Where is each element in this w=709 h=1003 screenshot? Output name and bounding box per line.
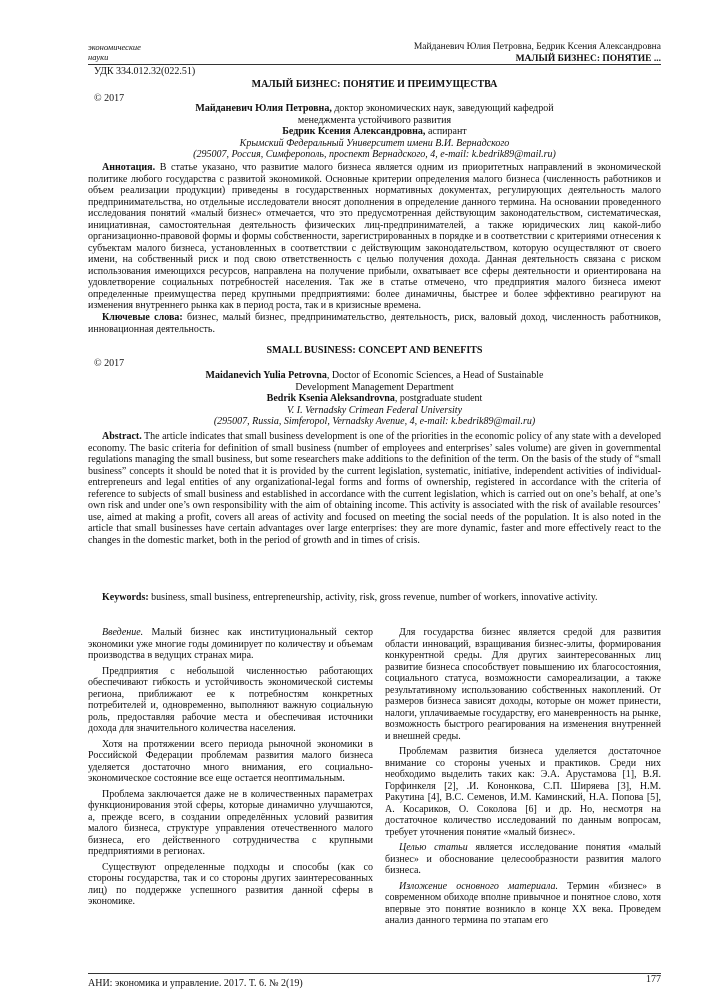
ru-author1-name: Майданевич Юлия Петровна, [195, 103, 332, 114]
en-author1-name: Maidanevich Yulia Petrovna [205, 370, 327, 381]
ru-keywords-text: бизнес, малый бизнес, предпринимательство, деятельность, риск, валовый доход, численность работников, инновационная деятельность. [88, 312, 661, 335]
body-paragraph [385, 842, 661, 877]
ru-author1-desc: доктор экономических наук, заведующий кафедрой [331, 103, 554, 114]
ru-address: (295007, Россия, Симферополь, проспект Вернадского, 4, e-mail: k.bedrik89@mail.ru) [193, 149, 556, 160]
en-author2-desc: , postgraduate student [394, 393, 483, 404]
en-author1-desc: , Doctor of Economic Sciences, a Head of Sustainable [326, 370, 544, 381]
paragraph-text: Для государства бизнес является средой для развития области инноваций, взращивания бизнес-элиты, формирования конкурентной среды. Для других заинтересованных лиц развитие бизнеса способствует повышению их благосостояния, социального статуса, возможности самореализации, а также результативному использованию собственных накоплений. От размеров бизнеса зависят доходы, которые он может принести, налоги, уплачиваемые государству, его маневренность на рынке, возможность быстрого реагирования на изменения внутренней и внешней среды. [385, 627, 661, 742]
en-affiliation: V. I. Vernadsky Crimean Federal University [286, 404, 463, 416]
ru-keywords-label: Ключевые слова: [102, 312, 183, 323]
paragraph-lead: Изложение основного материала. [399, 880, 558, 892]
ru-abstract [88, 162, 661, 312]
paragraph-text: Проблема заключается даже не в количественных параметрах функционирования этой сферы, которые динамично улучшаются, а, прежде всего, в создании определённых условий развития малого бизнеса, структуре управления отечественного малого бизнеса, его действенного сотрудничества с крупными предприятиями в регионах. [88, 788, 373, 857]
page-number: 177 [646, 974, 661, 985]
en-abstract-text: The article indicates that small business development is one of the priorities in the economic policy of any state with a developed economy. The basic criteria for definition of small business (number of employees and enterprises’ sales volume) are given in governmental regulations managing the small business, but some researchers make additions to the definition of the term. On the basis of the study of “small business” concepts it should be noted that it is provided by the current legislation, systematic, initiative, independent activities of individual-entrepreneurs and legal entities of any organizational-legal forms and forms of ownership, registered in accordance with the criteria of reference to subjects of small business and established in accordance with the current legislation, which is carried out on one’s behalf, at one’s own risk and under one’s own responsibility with the aim of obtaining income. This activity is associated with the risk of available resources’ use, aimed at making a profit, covers all areas of activity and focused on meeting the social needs of the population. It is also noted in the article that small businesses have certain advantages over large enterprises: they are more dynamic, faster and more effectively react to the changes in the domestic market, both in the period of growth and in times of crisis. [88, 431, 661, 546]
ru-abstract-text: В статье указано, что развитие малого бизнеса является одним из приоритетных направлений в экономической политике любого государства с развитой экономикой. Основные критерии определения малого бизнеса (численность работников и объем реализации продукции) приведены в государственных нормативных документах, регулирующих деятельность малого предпринимательства, но отдельные исследователи вносят дополнения в определение данного термина. На основании проведенного исследования понятий «малый бизнес» отмечается, что это предусмотренная действующим законодательством, систематическая, инициативная, самостоятельная деятельность физических лиц-предпринимателей, а также юридических лиц какой-либо организационно-правовой формы и формы собственности, зарегистрированных в порядке и в соответствии с критериями отнесения к субъектам малого бизнеса, установленных в соответствии с действующим законодательством, которую осуществляют от своего имени, на собственный риск и под свою ответственность с целью получения дохода. Данная деятельность связана с риском использования имеющихся ресурсов, направлена на получение прибыли, охватывает все сферы деятельности и ориентирована на удовлетворение социальных потребностей населения. Так же в статье отмечено, что предприятия малого бизнеса имеют определенные преимущества перед крупными предприятиями: более динамичны, быстрее и более эффективно реагируют на изменения внутреннего рынка как в период роста, так и в кризисные времена. [88, 162, 661, 311]
en-abstract-label: Abstract. [102, 431, 142, 442]
en-author2-name: Bedrik Ksenia Aleksandrovna [266, 393, 395, 404]
header-authors: Майданевич Юлия Петровна, Бедрик Ксения Александровна [413, 42, 661, 52]
en-authors [88, 370, 661, 428]
footer-rule [88, 973, 661, 974]
en-address: (295007, Russia, Simferopol, Vernadsky Avenue, 4, e-mail: k.bedrik89@mail.ru) [213, 416, 536, 427]
en-keywords [88, 592, 661, 604]
ru-author1-desc2: менеджмента устойчивого развития [297, 114, 452, 126]
body-paragraph [385, 746, 661, 838]
paragraph-lead: Введение. [102, 627, 144, 638]
body-paragraph [88, 789, 373, 858]
running-header-left [88, 42, 141, 62]
paragraph-text: Существуют определенные подходы и способы (как со стороны государства, так и со стороны других заинтересованных лиц) по поддержке успешного развития данной сферы в экономике. [88, 861, 373, 907]
en-abstract [88, 431, 661, 546]
paragraph-text: Хотя на протяжении всего периода рыночной экономики в Российской Федерации проблемам развития малого бизнеса уделяется достаточно много внимания, его социально-экономическое состояние все еще остается неоптимальным. [88, 738, 373, 784]
body-paragraph [88, 627, 373, 662]
running-header-right [414, 41, 661, 65]
paragraph-lead: Целью статьи [399, 842, 468, 853]
paragraph-text: является исследование понятия «малый бизнес» и обоснование целесообразности развития малого бизнеса. [385, 842, 661, 876]
header-section-line2: науки [88, 52, 109, 62]
body-column-left [88, 627, 373, 912]
ru-affiliation: Крымский Федеральный Университет имени В.И. Вернадского [239, 137, 510, 149]
udk-code: УДК 334.012.32(022.51) [94, 66, 196, 77]
ru-author2-name: Бедрик Ксения Александровна, [282, 126, 426, 137]
body-paragraph [385, 627, 661, 742]
body-paragraph [88, 666, 373, 735]
ru-abstract-label: Аннотация. [102, 162, 156, 173]
ru-author2-desc: аспирант [425, 126, 467, 137]
ru-copyright: © 2017 [94, 93, 125, 104]
en-copyright: © 2017 [94, 358, 125, 369]
paragraph-text: Термин «бизнес» в современном обиходе вполне привычное и понятное слово, хотя впервые это понятие возникло в конце XX века. Проведем анализ данного термина по этапам его [385, 880, 662, 926]
en-title: SMALL BUSINESS: CONCEPT AND BENEFITS [266, 345, 483, 356]
body-paragraph [385, 881, 661, 927]
journal-citation: АНИ: экономика и управление. 2017. Т. 6. № 2(19) [88, 978, 303, 989]
ru-keywords [88, 312, 661, 335]
ru-authors [88, 103, 661, 161]
en-author1-desc2: Development Management Department [295, 381, 454, 393]
paragraph-text: Проблемам развития бизнеса уделяется достаточное внимание со стороны ученых и практиков. Среди них необходимо выделить таких как: Э.А. Арустамова [1], В.Я. Горфинкеля [2], .И. Кононкова, С.П. Ширяева [3], Н.М. Ракутина [4], В.С. Семенов, И.М. Каминский, Н.А. Попова [5], А. Косариков, О. Соколова [6] и др. Но, несмотря на достаточное количество исследований по данным вопросам, требует уточнения понятие «малый бизнес». [385, 746, 661, 838]
header-short-title: МАЛЫЙ БИЗНЕС: ПОНЯТИЕ ... [515, 54, 661, 64]
header-rule [88, 64, 661, 65]
header-section-line1: экономические [88, 42, 141, 52]
ru-title: МАЛЫЙ БИЗНЕС: ПОНЯТИЕ И ПРЕИМУЩЕСТВА [251, 79, 498, 90]
body-paragraph [88, 862, 373, 908]
body-paragraph [88, 739, 373, 785]
en-keywords-text: business, small business, entrepreneurship, activity, risk, gross revenue, number of workers, innovative activity. [148, 592, 598, 603]
paragraph-text: Предприятия с небольшой численностью работающих обеспечивают гибкость и устойчивость экономической системы региона, приближают ее к потребностям конкретных потребителей и, одновременно, выполняют важную социальную роль, предоставляя рабочие места и обеспечивая источники дохода для значительного количества населения. [88, 665, 373, 734]
body-column-right [385, 627, 661, 931]
en-keywords-label: Keywords: [102, 592, 149, 603]
paragraph-text: Малый бизнес как институциональный сектор экономики уже многие годы доминирует по количеству и объемам производства в ведущих странах мира. [88, 627, 373, 661]
